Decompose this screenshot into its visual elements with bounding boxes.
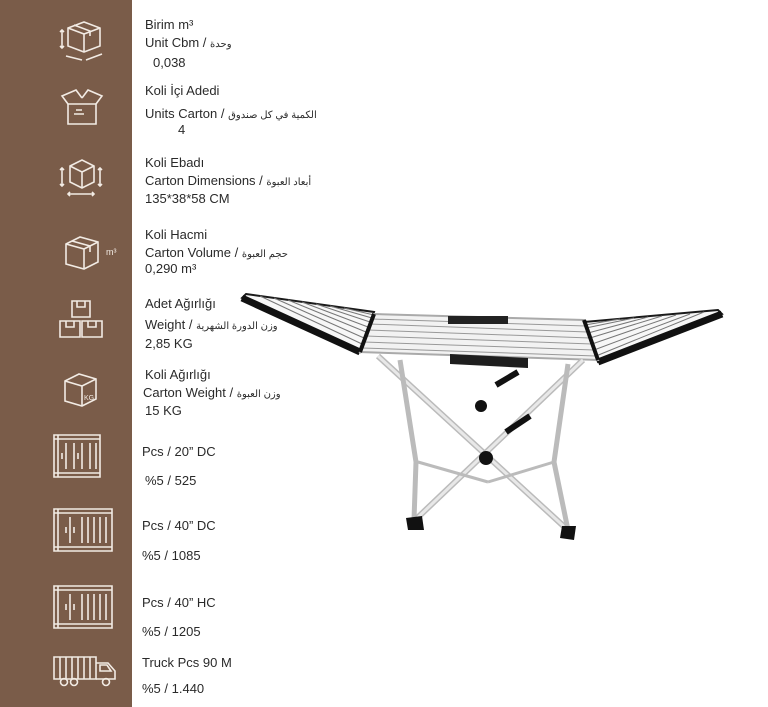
stacked-boxes-icon [58,297,104,341]
shipping-40dc-label: Pcs / 40” DC [142,518,216,533]
carton-weight-value: 15 KG [145,403,182,418]
item-weight-arabic: وزن الدورة الشهرية [196,321,278,332]
unit-cbm-title: Birim m³ [145,17,194,32]
container-40-icon [52,507,114,553]
unit-cbm-subtitle [145,35,232,53]
shipping-truck-label: Truck Pcs 90 M [142,655,232,670]
carton-volume-label: Carton Volume / [145,245,239,260]
carton-dimensions-label: Carton Dimensions / [145,173,263,188]
carton-volume-title: Koli Hacmi [145,227,208,242]
box-dimensions-icon [58,14,110,62]
carton-dimensions-subtitle [145,173,311,191]
units-carton-title: Koli İçi Adedi [145,83,220,98]
shipping-40hc-label: Pcs / 40” HC [142,595,216,610]
carton-dimensions-value: 135*38*58 CM [145,191,230,206]
carton-volume-unit: m³ [106,247,117,257]
open-box-icon [60,86,104,128]
carton-kg-icon [62,370,100,408]
units-carton-label: Units Carton / [145,106,225,121]
units-carton-arabic: الكمية في كل صندوق [228,110,317,121]
item-weight-label: Weight / [145,317,193,332]
units-carton-value: 4 [178,122,186,137]
carton-weight-title: Koli Ağırlığı [145,367,211,382]
shipping-20dc-label: Pcs / 20” DC [142,444,216,459]
shipping-40dc-value: %5 / 1085 [142,548,201,563]
shipping-20dc-value: %5 / 525 [145,473,197,488]
truck-icon [52,655,118,687]
product-image-drying-rack [238,272,728,552]
carton-dimensions-arabic: أبعاد العبوة [266,177,312,188]
item-weight-value: 2,85 KG [145,336,193,351]
shipping-40hc-value: %5 / 1205 [142,624,201,639]
unit-cbm-arabic: وحدة [210,39,232,50]
carton-dimensions-title: Koli Ebadı [145,155,205,170]
svg-text:KG: KG [84,395,95,402]
carton-weight-arabic: وزن العبوة [236,389,281,400]
container-20-icon [52,433,102,479]
item-weight-title: Adet Ağırlığı [145,296,216,311]
carton-weight-label: Carton Weight / [143,385,234,400]
carton-volume-icon [62,232,102,272]
units-carton-subtitle [145,106,317,124]
carton-measure-icon [58,154,104,200]
carton-volume-value: 0,290 m³ [145,261,197,276]
container-40hc-icon [52,584,114,630]
unit-cbm-label: Unit Cbm / [145,35,207,50]
shipping-truck-value: %5 / 1.440 [142,681,205,696]
carton-volume-arabic: حجم العبوة [241,249,288,260]
unit-cbm-value: 0,038 [153,55,186,70]
